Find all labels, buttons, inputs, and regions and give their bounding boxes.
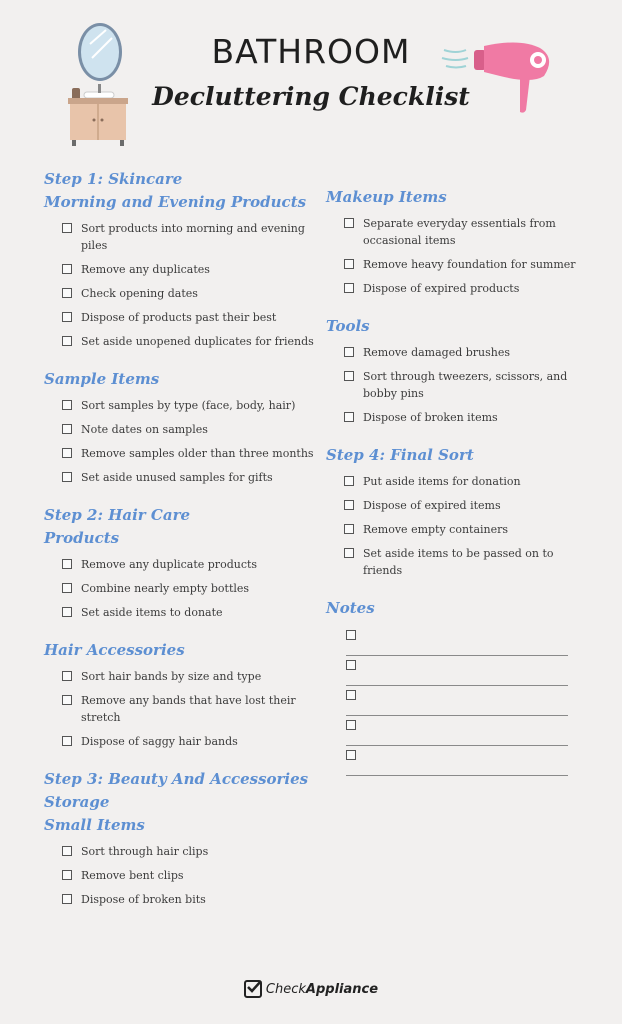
section-subheading: Storage (44, 793, 110, 811)
checkbox[interactable] (344, 218, 354, 228)
checklist-item-label: Remove bent clips (81, 869, 184, 882)
checkbox[interactable] (62, 336, 72, 346)
notes-line[interactable] (346, 716, 568, 746)
checklist-item-label: Check opening dates (81, 287, 198, 300)
checkbox[interactable] (62, 424, 72, 434)
section-subheading: Products (44, 529, 120, 547)
notes-line[interactable] (346, 656, 568, 686)
checkbox[interactable] (62, 472, 72, 482)
checklist-item[interactable] (344, 344, 586, 361)
checkbox[interactable] (62, 736, 72, 746)
checklist-item[interactable] (62, 733, 314, 750)
notes-heading: Notes (326, 599, 375, 617)
checkbox[interactable] (62, 846, 72, 856)
checkbox[interactable] (62, 607, 72, 617)
checklist-item-label: Remove empty containers (363, 523, 509, 536)
section-hair-accessories (44, 639, 314, 750)
checkbox[interactable] (344, 259, 354, 269)
checkbox[interactable] (346, 750, 356, 760)
brand-name-part1: Check (265, 981, 306, 997)
page-title: BATHROOM (211, 32, 411, 71)
checklist-item[interactable] (344, 256, 586, 273)
section-heading: Tools (326, 317, 370, 335)
section-skincare (44, 168, 314, 350)
section-heading: Sample Items (44, 370, 160, 388)
checklist-item[interactable] (62, 220, 314, 254)
checklist-item[interactable] (62, 309, 314, 326)
notes-line[interactable] (346, 746, 568, 776)
checklist-item[interactable] (62, 668, 314, 685)
checklist-item-label: Remove any bands that have lost their stretch (81, 694, 296, 724)
checkbox[interactable] (62, 448, 72, 458)
section-heading: Step 2: Hair Care (44, 506, 191, 524)
section-heading: Step 3: Beauty And Accessories (44, 770, 309, 788)
checklist-item-label: Set aside unopened duplicates for friends (81, 335, 314, 348)
checkbox[interactable] (62, 400, 72, 410)
checkbox[interactable] (62, 559, 72, 569)
checklist-item-label: Dispose of products past their best (81, 311, 277, 324)
checkbox[interactable] (346, 690, 356, 700)
checklist-item[interactable] (62, 556, 314, 573)
checkbox[interactable] (62, 870, 72, 880)
checklist-item-label: Note dates on samples (81, 423, 208, 436)
checklist-item-label: Separate everyday essentials from occasional items (363, 217, 556, 247)
checklist-item-label: Sort products into morning and evening piles (81, 222, 305, 252)
section-makeup-items (326, 186, 586, 297)
checklist-item[interactable] (62, 285, 314, 302)
checkbox[interactable] (62, 671, 72, 681)
checklist-item-label: Sort hair bands by size and type (81, 670, 262, 683)
checklist-item[interactable] (62, 580, 314, 597)
checklist-item[interactable] (62, 867, 314, 884)
section-beauty-storage (44, 768, 314, 908)
checklist-item-label: Dispose of broken bits (81, 893, 206, 906)
checklist-item-label: Dispose of expired products (363, 282, 520, 295)
checkbox[interactable] (344, 476, 354, 486)
section-heading: Step 4: Final Sort (326, 446, 474, 464)
section-heading: Step 1: Skincare (44, 170, 183, 188)
right-column (326, 186, 586, 794)
checklist-item-label: Set aside items to be passed on to friends (363, 547, 554, 577)
checkbox[interactable] (346, 630, 356, 640)
checklist-item-label: Remove damaged brushes (363, 346, 511, 359)
checkbox[interactable] (62, 312, 72, 322)
checkbox[interactable] (62, 264, 72, 274)
checkbox[interactable] (344, 500, 354, 510)
notes-line[interactable] (346, 686, 568, 716)
checklist-item[interactable] (62, 261, 314, 278)
checkbox[interactable] (62, 894, 72, 904)
checklist-item[interactable] (62, 692, 314, 726)
checklist-item-label: Combine nearly empty bottles (81, 582, 250, 595)
checklist-item[interactable] (344, 368, 586, 402)
checklist-item-label: Set aside items to donate (81, 606, 223, 619)
page-subtitle: Decluttering Checklist (152, 82, 470, 111)
checklist-item-label: Remove any duplicates (81, 263, 210, 276)
checklist-item-label: Remove any duplicate products (81, 558, 258, 571)
checkbox[interactable] (344, 347, 354, 357)
section-hair-care (44, 504, 314, 621)
checklist-item-label: Set aside unused samples for gifts (81, 471, 273, 484)
checklist-item-label: Dispose of broken items (363, 411, 498, 424)
section-heading: Hair Accessories (44, 641, 185, 659)
checklist-item-label: Sort samples by type (face, body, hair) (81, 399, 296, 412)
checklist-item[interactable] (344, 497, 586, 514)
checklist-item-label: Sort through tweezers, scissors, and bobby pins (363, 370, 568, 400)
checkbox[interactable] (344, 283, 354, 293)
section-tools (326, 315, 586, 426)
checklist-item[interactable] (344, 409, 586, 426)
checkbox[interactable] (62, 288, 72, 298)
checklist-item-label: Remove heavy foundation for summer (363, 258, 576, 271)
left-column (44, 168, 314, 926)
footer-brand (0, 980, 622, 998)
section-final-sort (326, 444, 586, 579)
checklist-item-label: Remove samples older than three months (81, 447, 314, 460)
checklist-item-label: Dispose of expired items (363, 499, 501, 512)
section-subheading: Morning and Evening Products (44, 193, 307, 211)
checklist-item-label: Sort through hair clips (81, 845, 209, 858)
checklist-item[interactable] (62, 891, 314, 908)
checklist-item[interactable] (62, 421, 314, 438)
section-notes (326, 597, 586, 776)
section-heading: Makeup Items (326, 188, 447, 206)
checkbox[interactable] (62, 223, 72, 233)
checkbox[interactable] (62, 583, 72, 593)
notes-line[interactable] (346, 626, 568, 656)
checkbox[interactable] (346, 720, 356, 730)
checklist-item[interactable] (344, 215, 586, 249)
checkbox[interactable] (62, 695, 72, 705)
checklist-item-label: Put aside items for donation (363, 475, 521, 488)
checkbox-check-icon (244, 980, 262, 998)
section-subheading: Small Items (44, 816, 145, 834)
checkbox[interactable] (346, 660, 356, 670)
checkbox[interactable] (344, 524, 354, 534)
checklist-item[interactable] (344, 545, 586, 579)
checklist-item[interactable] (62, 445, 314, 462)
checklist-item[interactable] (344, 473, 586, 490)
notes-rule (346, 775, 568, 776)
checklist-item[interactable] (62, 469, 314, 486)
checkbox[interactable] (344, 412, 354, 422)
checklist-item[interactable] (344, 521, 586, 538)
checkbox[interactable] (344, 548, 354, 558)
checklist-item-label: Dispose of saggy hair bands (81, 735, 238, 748)
section-sample-items (44, 368, 314, 486)
checklist-item[interactable] (62, 843, 314, 860)
brand-name-part2: Appliance (305, 981, 379, 997)
checklist-item[interactable] (344, 280, 586, 297)
checklist-item[interactable] (62, 397, 314, 414)
checklist-item[interactable] (62, 333, 314, 350)
checklist-item[interactable] (62, 604, 314, 621)
notes-lines (326, 626, 586, 776)
checkbox[interactable] (344, 371, 354, 381)
